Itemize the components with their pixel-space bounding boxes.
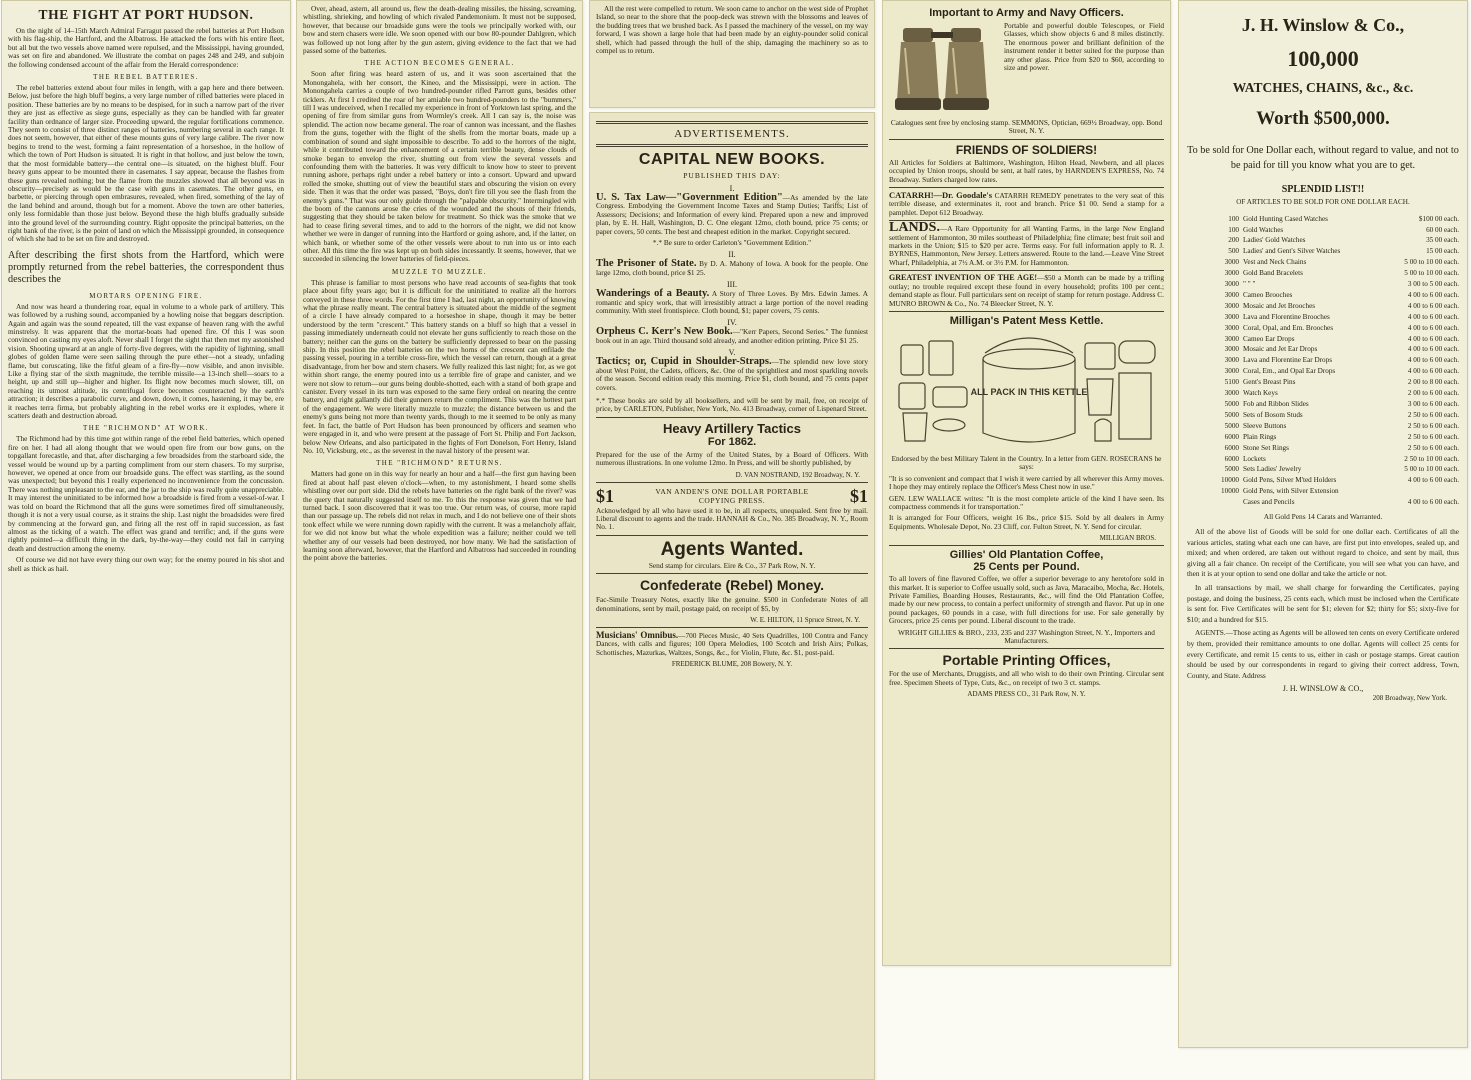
item-price: 4 00 to 6 00 each.	[1407, 476, 1459, 485]
gold-pens-note: All Gold Pens 14 Carats and Warranted.	[1263, 512, 1383, 522]
section-heading: MUZZLE TO MUZZLE.	[392, 267, 487, 276]
item-name: Mosaic and Jet Brooches	[1243, 301, 1316, 310]
item-name: Sleeve Buttons	[1243, 421, 1287, 430]
winslow-firm-name: J. H. Winslow & Co.,	[1241, 15, 1405, 35]
book-description: —As amended by the late Congress. Embodying the Government Income Taxes and Stamp Duties; Tariffs; List of Assessors; Decisions; and Information of every kind. Prepared upon a new and improved plan, by E. H. Hall, Washington, D. C. One elegant 12mo, cloth bound, price 75 cents; or paper covers, 50 cents. The best and cheapest edition in the market. Copyright secured.	[596, 193, 868, 236]
price-list-row	[1187, 290, 1459, 301]
greatest-invention-title: GREATEST INVENTION OF THE AGE!	[889, 273, 1038, 283]
item-price: 60 00 each.	[1426, 225, 1459, 234]
price-list	[1187, 214, 1459, 508]
copying-press-title: VAN ANDEN'S ONE DOLLAR PORTABLE COPYING PRESS.	[655, 487, 809, 506]
item-quantity: 100	[1228, 214, 1239, 223]
item-quantity: 6000	[1224, 432, 1239, 441]
field-glass-text: Portable and powerful double Telescopes, or Field Glasses, which show objects 6 and 8 miles distinctly. The enormous power and brilliant definition of the instrument render it better suited for the purpose than any other glass. Price from $20 to $60, according to size and power.	[1004, 21, 1164, 73]
item-price: 2 00 to 8 00 each.	[1407, 378, 1459, 387]
item-quantity: 500	[1228, 247, 1239, 256]
item-name: Mosaic and Jet Ear Drops	[1243, 345, 1318, 354]
catarrh-text: CATARRH REMEDY penetrates to the very seat of this terrible disease, and exterminates it, root and branch. Price $1 00. Send a stamp for a pamphlet. Depot 612 Broadway.	[889, 191, 1164, 217]
item-name: Gold Hunting Cased Watches	[1243, 214, 1328, 223]
mess-kettle-text: It is arranged for Four Officers, weight 16 lbs., price $15. Sold by all dealers in Army Equipments. Wholesale Depot, No. 23 Cliff, cor. Fulton Street, N. Y. Send for circular.	[889, 513, 1164, 531]
capital-books-subtitle: PUBLISHED THIS DAY:	[683, 171, 781, 180]
winslow-quantity: 100,000	[1287, 46, 1359, 71]
item-quantity: 3000	[1224, 290, 1239, 299]
article-paragraph: Over, ahead, astern, all around us, flew the death-dealing missiles, the hissing, screaming, whistling, shrieking, and howling of which rivaled Pandemonium. It must not be supposed, however, that because our broadside guns were the tools we principally worked with, our bow and stern chasers were idle. We soon opened with our bow 80-pounder Dahlgren, which was followed up not long after by the gun astern, giving evidence to the fact that we had passed some of the batteries.	[303, 4, 576, 56]
item-quantity: 3000	[1224, 269, 1239, 278]
item-quantity: 3000	[1224, 345, 1239, 354]
binoculars-icon	[889, 22, 1004, 119]
item-quantity: 3000	[1224, 280, 1239, 289]
copying-press-text: Acknowledged by all who have used it to be, in all respects, unequaled. Sent free by mail. Liberal discount to agents and the trade. HANNAH & Co., No. 385 Broadway, N. Y., Room No. 1.	[596, 505, 868, 532]
coffee-seller: WRIGHT GILLIES & BRO., 233, 235 and 237 Washington Street, N. Y., Importers and Manufacturers.	[898, 627, 1155, 645]
lands-title: LANDS.	[889, 220, 940, 236]
item-name: Vest and Neck Chains	[1243, 258, 1307, 267]
roman-numeral: II.	[728, 250, 736, 260]
roman-numeral: IV.	[727, 318, 737, 328]
item-name: Coral, Opal, and Em. Brooches	[1243, 323, 1334, 332]
price-list-row	[1187, 486, 1459, 497]
publisher-note: *.* These books are sold by all booksellers, and will be sent by mail, free, on receipt of price, by CARLETON, Publisher, New York, No. 413 Broadway, corner of Lispenard Street.	[596, 395, 868, 414]
agents-wanted-text: Send stamp for circulars. Eire & Co., 37 Park Row, N. Y.	[648, 560, 816, 570]
divider	[889, 311, 1164, 312]
article-intro: On the night of 14–15th March Admiral Farragut passed the rebel batteries at Port Hudson with his flag-ship, the Hartford, and the Albatross. He attacked the forts with his entire fleet, but all but the two vessels above named were repulsed, and the Mississippi, having grounded, was set on fire and abandoned. We illustrate the combat on pages 248 and 249, and subjoin the following condensed account of the affair from the Herald correspondence:	[8, 26, 284, 69]
roman-numeral: V.	[728, 348, 736, 358]
item-quantity: 5000	[1224, 400, 1239, 408]
item-price: 4 00 to 6 00 each.	[1407, 312, 1459, 321]
item-name: Lava and Florentine Ear Drops	[1243, 356, 1333, 365]
divider	[889, 545, 1164, 546]
price-list-row	[1187, 312, 1459, 323]
item-name: Plain Rings	[1243, 432, 1277, 441]
confederate-money-text: Fac-Simile Treasury Notes, exactly like the genuine. $500 in Confederate Notes of all denominations, sent by mail, postage paid, on receipt of $5, by	[596, 595, 868, 613]
coffee-price: 25 Cents per Pound.	[973, 561, 1080, 574]
mess-kettle-seller: MILLIGAN BROS.	[1099, 534, 1156, 543]
price-list-row	[1187, 214, 1459, 225]
section-heading: MORTARS OPENING FIRE.	[89, 291, 203, 300]
item-quantity: 5000	[1224, 465, 1239, 474]
item-price: 2 50 to 6 00 each.	[1407, 421, 1459, 430]
column-3-advertisements	[589, 112, 875, 1080]
price-right: $1	[850, 485, 868, 506]
item-price: 2 50 to 10 00 each.	[1404, 454, 1459, 463]
item-quantity: 10000	[1221, 487, 1239, 496]
section-heading: THE "RICHMOND" AT WORK.	[83, 424, 209, 433]
price-list-row	[1187, 399, 1459, 410]
divider	[596, 144, 868, 147]
item-name: Cameo Brooches	[1243, 290, 1293, 299]
price-left: $1	[596, 485, 614, 506]
section-heading: THE "RICHMOND" RETURNS.	[376, 459, 503, 468]
price-list-row	[1187, 464, 1459, 475]
item-price: 5 00 to 10 00 each.	[1404, 269, 1459, 278]
item-quantity: 3000	[1224, 301, 1239, 310]
book-note: *.* Be sure to order Carleton's "Government Edition."	[652, 238, 812, 248]
divider	[889, 648, 1164, 649]
artillery-tactics-text: Prepared for the use of the Army of the United States, by a Board of Officers. With numerous illustrations. In one volume 12mo. In Press, and will be shortly published, by	[596, 449, 868, 468]
item-price: 2 50 to 6 00 each.	[1407, 432, 1459, 441]
winslow-signature: J. H. WINSLOW & CO.,	[1282, 684, 1364, 694]
mess-kettle-caption: Endorsed by the best Military Talent in the Country. In a letter from GEN. ROSECRANS he says:	[891, 453, 1162, 472]
item-quantity: 3000	[1224, 356, 1239, 365]
item-price: 2 00 to 6 00 each.	[1407, 389, 1459, 398]
item-price: 4 00 to 6 00 each.	[1407, 345, 1459, 354]
artillery-tactics-year: For 1862.	[707, 435, 757, 448]
winslow-body: In all transactions by mail, we shall charge for forwarding the Certificates, paying postage, and doing the business, 25 cents each, which must be inclosed when the Certificate is sent for. Five Certificates will be sent for $1; eleven for $2; thirty for $5; sixty-five for $10; and a hundred for $15.	[1187, 583, 1459, 624]
item-price: 4 00 to 6 00 each.	[1407, 356, 1459, 365]
price-list-row	[1187, 432, 1459, 443]
item-price: 4 00 to 6 00 each.	[1407, 367, 1459, 376]
confederate-money-title: Confederate (Rebel) Money.	[639, 577, 825, 594]
column-5-winslow-advertisement	[1178, 0, 1468, 1048]
price-list-row	[1187, 421, 1459, 432]
field-glass-title: Important to Army and Navy Officers.	[929, 7, 1124, 19]
splendid-list-subtitle: OF ARTICLES TO BE SOLD FOR ONE DOLLAR EACH.	[1236, 197, 1410, 206]
item-price	[1369, 486, 1459, 497]
column-3-article-end	[589, 0, 875, 108]
column-4-advertisements	[882, 0, 1171, 966]
price-list-row	[1187, 377, 1459, 388]
artillery-tactics-title: Heavy Artillery Tactics	[662, 420, 802, 436]
item-quantity: 6000	[1224, 443, 1239, 452]
item-price: 5 00 to 10 00 each.	[1404, 465, 1459, 474]
greatest-invention-text: —$50 a Month can be made by a trifling outlay; no trouble required except these found in every household; profits 100 per cent.; demand staple as flour. Full particulars sent on receipt of stamp for return postage. Address C. MUNRO BROWN & Co., No. 74 Bleecker Street, N. Y.	[889, 273, 1165, 308]
price-list-row	[1187, 410, 1459, 421]
divider	[596, 482, 868, 483]
item-quantity: 200	[1228, 236, 1239, 245]
book-description: By D. A. Mahony of Iowa. A book for the people. One large 12mo, cloth bound, price $1 25.	[596, 259, 868, 277]
item-name: Lockets	[1243, 454, 1266, 463]
item-name: Gold Pens, Silver M'ted Holders	[1243, 476, 1337, 485]
item-price: $100 00 each.	[1418, 214, 1459, 223]
item-name: Gold Band Bracelets	[1243, 269, 1303, 278]
article-title: THE FIGHT AT PORT HUDSON.	[38, 7, 254, 22]
price-list-row	[1187, 344, 1459, 355]
roman-numeral: I.	[729, 184, 735, 193]
item-name: Lava and Florentine Brooches	[1243, 312, 1330, 321]
winslow-goods: WATCHES, CHAINS, &c., &c.	[1232, 80, 1414, 95]
price-list-row	[1187, 355, 1459, 366]
item-quantity: 3000	[1224, 258, 1239, 267]
winslow-address: 208 Broadway, New York.	[1372, 694, 1447, 703]
item-quantity: 3000	[1224, 334, 1239, 343]
item-price: 3 00 to 6 00 each.	[1407, 400, 1459, 408]
coffee-text: To all lovers of fine flavored Coffee, we offer a superior beverage to any heretofore sold in this market. It is superior to Coffee usually sold, such as Java, Maracaibo, Mocha, &c. Hotels, Private Families, Boarding Houses, Restaurants, &c., will find the Old Plantation Coffee, made by our new process, to contain a perfect uniformity of strength and flavor. Put up in one pound packages, 60 pounds in a case, with full directions for use. For sale generally by Grocers, price 25 cents per pound. Liberal discount to the trade.	[889, 574, 1164, 626]
article-paragraph: The Richmond had by this time got within range of the rebel field batteries, which opened fire on her. I had all along thought that we would open fire from our bow guns, on the topgallant forecastle, and that, after discharging a few broadsides from the starboard side, the vessel would be wound up by a parting compliment from our stern chasers. To my surprise, however, we opened at once from our broadside guns. The effect was startling, as the sound was unexpected; but beyond this I really experienced no inconvenience from the concussion. There was nothing unpleasant to the ear, and the jar to the ship was really quite unappreciable. It may interest the uninitiated to be informed how a broadside is fired from a vessel-of-war. I was told on board the Richmond that all the guns were sometimes fired off simultaneously, though it is not a very usual course, as it strains the ship. Last night the broadsides were fired by commencing at the forward gun, and firing all the rest off in rapid succession, as fast almost as the ticking of a watch. The effect was grand and terrific; and, if the guns were rightly pointed—a difficult thing in the dark, by-the-way—they could not fail in carrying death and destruction among the enemy.	[8, 434, 284, 553]
divider	[889, 270, 1164, 271]
price-list-row	[1187, 235, 1459, 246]
price-list-row	[1187, 388, 1459, 399]
article-paragraph: All the rest were compelled to return. We soon came to anchor on the west side of Prophet Island, so near to the shore that the poop-deck was strewn with the blossoms and leaves of the budding trees that we brushed back. As I passed the machinery of the vessel, on my way forward, I was shown a large hole that had been made by an eighty-pounder solid conical shell, which had passed through the hull of the ship, damaging the machinery so as to compel us to return.	[596, 4, 868, 56]
item-quantity: 5000	[1224, 410, 1239, 419]
item-name: Fob and Ribbon Slides	[1243, 400, 1309, 408]
price-list-row	[1187, 279, 1459, 290]
price-list-row	[1187, 454, 1459, 465]
column-1-article	[1, 0, 291, 1080]
price-list-row	[1187, 225, 1459, 236]
winslow-worth: Worth $500,000.	[1256, 108, 1390, 129]
kettle-label: ALL PACK IN THIS KETTLE	[970, 386, 1088, 397]
roman-numeral: III.	[727, 280, 737, 290]
musicians-omnibus-seller: FREDERICK BLUME, 208 Bowery, N. Y.	[671, 660, 793, 669]
mess-kettle-quote: GEN. LEW WALLACE writes: "It is the most complete article of the kind I have seen. Its compactness commends it for transportation."	[889, 493, 1164, 511]
printing-offices-seller: ADAMS PRESS CO., 31 Park Row, N. Y.	[967, 690, 1086, 699]
mess-kettle-illustration	[889, 329, 1165, 453]
item-quantity: 3000	[1224, 389, 1239, 398]
item-name: Gent's Breast Pins	[1243, 378, 1296, 387]
column-2-article	[296, 0, 583, 1080]
price-list-row	[1187, 246, 1459, 257]
winslow-body: All of the above list of Goods will be sold for one dollar each. Certificates of all the various articles, stating what each one can have, are first put into envelopes, sealed up, and mixed; and when ordered, are taken out without regard to choice, and sent by mail, thus giving all a fair chance. On receipt of the Certificate, you will see what you can have, and then it is at your option to send one dollar and take the article or not.	[1187, 527, 1459, 579]
item-name: Stone Set Rings	[1243, 443, 1289, 452]
divider	[889, 187, 1164, 188]
price-list-row	[1187, 475, 1459, 486]
divider	[596, 627, 868, 628]
divider	[596, 121, 868, 124]
item-name: Sets Ladies' Jewelry	[1243, 465, 1302, 474]
item-name: Ladies' Gold Watches	[1243, 236, 1306, 245]
price-list-row	[1187, 443, 1459, 454]
item-quantity: 3000	[1224, 312, 1239, 321]
article-paragraph: This phrase is familiar to most persons who have read accounts of sea-fights that took place about fifty years ago; but it is difficult for the uninitiated to realize all the horrors conveyed in these three words. For the first time I had, last night, an opportunity of knowing what the phrase really meant. The central battery is situated about the middle of the segment of a circle I have already compared to a horseshoe in shape, though it may be better understood by the term "crescent." This battery stands on a bluff so high that a vessel in passing immediately underneath could not elevate her guns sufficiently to reach those on the battery; neither can the guns on the battery be sufficiently depressed to bear on the passing ship. In this position the rebel batteries on the two horns of the crescent can enfilade the passing vessel, pouring in a terrible cross-fire, which the vessel can return, though at a great disadvantage, from her bow and stern chasers. We fully realized this last night; for, as we got within short range, the enemy poured into us a terrible fire of grape and canister, and we were not slow to return—our guns being double-shotted, each with a stand of both grape and canister. Every vessel in its turn was exposed to the same fiery ordeal on nearing the centre battery, and right gallantly did their gunners return the compliment. This was the hottest part of the engagement. We were literally muzzle to muzzle; the distance between us and the enemy's guns being not more than twenty yards, though to me it seemed to be only as many feet. In fact, the battle of Port Hudson has been pronounced by officers and seamen who were engaged in it, and who were present at the passage of Fort St. Philip and Fort Jackson, below New Orleans, and also participated in the fights of Fort Donelson, Fort Henry, Island No. 10, Vicksburg, etc., as the severest in the naval history of the present war.	[303, 277, 576, 455]
item-quantity: 5100	[1224, 378, 1239, 387]
winslow-agents: AGENTS.—Those acting as Agents will be allowed ten cents on every Certificate ordered by them, provided their remittance amounts to one dollar. Agents will collect 25 cents for every Certificate, and remit 15 cents to us, either in cash or postage stamps. Great caution should be used by our correspondents in regard to giving their correct address, Town, County, and State. Address	[1187, 628, 1459, 680]
item-quantity: 10000	[1221, 476, 1239, 485]
item-quantity: 3000	[1224, 323, 1239, 332]
printing-offices-text: For the use of Merchants, Druggists, and all who wish to do their own Printing. Circular sent free. Specimen Sheets of Type, Cuts, &c., on receipt of two 3 ct. stamps.	[889, 669, 1164, 687]
article-paragraph: And now was heard a thundering roar, equal in volume to a whole park of artillery. This was followed by a rushing sound, accompanied by a howling noise that beggars description. Again and again was the sound repeated, till the vast expanse of heaven rang with the awful minstrelsy. It was apparent that the mortar-boats had opened fire. Of this I was soon convinced on casting my eyes aloft. Never shall I forget the sight that then met my astonished vision. Shooting upward at an angle of forty-five degrees, with the rapidity of lightning, small globes of golden flame were seen sailing through the pure ether—not a steady, unfading flame, but coruscating, like the fitful gleam of a fire-fly—now visible, and anon invisible. Like a flying star of the sixth magnitude, the terrible missile—a 13-inch shell—soars to a height, up and still up—higher and higher. Its flight now becomes much slower, till, on reaching its utmost altitude, its centrifugal force becomes counteracted by the earth's attraction; it describes a parabolic curve, and down, down, it comes, hastening, it may be, ere it reaches terra firma, but probably alighting in the rebel works ere it explodes, where it scatters death and destruction abroad.	[8, 301, 284, 421]
item-name: Ladies' and Gent's Silver Watches	[1243, 247, 1341, 256]
book-description: —The splendid new love story about West Point, the Cadets, officers, &c. One of the sprightliest and most sparkling novels of the season. Second edition ready this morning. Price $1, cloth bound, and 75 cents paper covers.	[596, 357, 868, 392]
item-name: Coral, Em., and Opal Ear Drops	[1243, 367, 1336, 376]
section-heading: THE ACTION BECOMES GENERAL.	[364, 59, 515, 68]
book-title: Tactics; or, Cupid in Shoulder-Straps.	[596, 356, 772, 368]
item-price: 3 00 to 5 00 each.	[1407, 280, 1459, 289]
agents-wanted-title: Agents Wanted.	[660, 538, 804, 560]
winslow-lead: To be sold for One Dollar each, without regard to value, and not to be paid for till you know what you are to get.	[1187, 145, 1459, 171]
item-price: 5 00 to 10 00 each.	[1404, 258, 1459, 267]
book-title: Orpheus C. Kerr's New Book.	[596, 326, 733, 338]
coffee-title: Gillies' Old Plantation Coffee,	[949, 549, 1104, 562]
printing-offices-title: Portable Printing Offices,	[942, 652, 1111, 669]
item-price: 4 00 to 6 00 each.	[1407, 334, 1459, 343]
item-quantity: 5000	[1224, 421, 1239, 430]
book-title: U. S. Tax Law—"Government Edition"	[596, 192, 783, 203]
item-price: 4 00 to 6 00 each.	[1407, 290, 1459, 299]
article-paragraph: Soon after firing was heard astern of us, and it was soon ascertained that the Monongahela, with her consort, the Kineo, and the Mississippi, were in action. The Monongahela carries a couple of two hundred-pounder rifled Parrott guns, besides other ticklers. At first I credited the roar of her amiable two hundred-pounders to the "bummers," till I was undeceived, when I recalled my experience in front of Yorktown last spring, and the opening of fire from similar guns from Wormley's creek. All I can say is, the noise was splendid. The action now became general. The roar of cannon was incessant, and the flashes from the guns, together with the flight of the shells from the mortar boats, made up a combination of sound and sight impossible to describe. To add to the horrors of the night, while it contributed toward the enhancement of a certain terrible beauty, dense clouds of smoke began to envelop the river, shutting out from view the several vessels and confounding them with the batteries. It was very difficult to know how to steer to prevent running ashore, perhaps right under a rebel battery or into a consort. Upward and upward rolled the smoke, shutting out of view the beautiful stars and obscuring the vision on every side. Then it was that the order was passed, "Boys, don't fire till you see the flash from the enemy's guns." That was our only guide through the "palpable obscurity." Intermingled with the boom of the cannons arose the cries of the wounded and the shouts of their friends, suggesting that they should be taken below for treatment. So thick was the smoke that we had to cease firing several times, and to add to the horrors of the night, we did not know whether we were in danger of running into the Hartford or going ashore, and, if the latter, on which bank, or whether some of the other vessels were about to run into us or into each other. All this time the fire was kept up on both sides incessantly. It seems, however, that we succeeded in silencing the lower batteries of field-pieces.	[303, 69, 576, 264]
article-lead: After describing the first shots from the Hartford, which were promptly returned from the rebel batteries, the correspondent thus describes the	[8, 249, 284, 285]
mess-kettle-quote: "It is so convenient and compact that I wish it were carried by all wherever this Army moves. I hope they may entirely replace the Officer's Mess Chest now in use."	[889, 473, 1164, 492]
lands-text: —A Rare Opportunity for all Wanting Farms, in the large New England settlement of Hammonton, 30 miles southeast of Philadelphia; fine climate; best fruit soil and markets in the Union; $15 to $20 per acre. Terms easy. For full information apply to R. J. BYRNES, Hammonton, New Jersey. Letters answered. Route to the land.—Leave Vine Street Wharf, Philadelphia, at 7½ A.M. or 3½ P.M. for Hammonton.	[889, 224, 1164, 267]
field-glass-footer: Catalogues sent free by enclosing stamp. SEMMONS, Optician, 669½ Broadway, opp. Bond Street, N. Y.	[890, 118, 1163, 136]
ads-heading: ADVERTISEMENTS.	[674, 128, 790, 140]
price-list-row	[1187, 497, 1459, 508]
price-list-row	[1187, 366, 1459, 377]
item-price: 4 00 to 6 00 each.	[1407, 498, 1459, 507]
item-price: 4 00 to 6 00 each.	[1407, 301, 1459, 310]
item-name: Watch Keys	[1243, 389, 1278, 398]
splendid-list-title: SPLENDID LIST!!	[1281, 183, 1365, 195]
item-quantity: 100	[1228, 225, 1239, 234]
item-quantity: 6000	[1224, 454, 1239, 463]
article-paragraph: Matters had gone on in this way for nearly an hour and a half—the first gun having been fired at about half past eleven o'clock—when, to my astonishment, I heard some shells whistling over our port side. Did the rebels have batteries on the right bank of the river? was the query that naturally suggested itself to me. To this the response was given that we had turned back. I soon discovered that it was too true. Our return was, of course, more rapid than our passage up. The rebels did not relax in much, and I do not believe one of their shots took effect while we were running down rapidly with the current. It was a melancholy affair, for we did not know but what the whole expedition was a failure; neither could we tell whether any of our vessels had been destroyed, nor how many. We had the satisfaction of learning soon afterward, however, that the Hartford and Albatross had succeeded in rounding the point above the batteries.	[303, 469, 576, 563]
item-name: Gold Watches	[1243, 225, 1284, 234]
price-list-row	[1187, 301, 1459, 312]
item-name: " " "	[1243, 280, 1256, 289]
divider	[596, 535, 868, 536]
section-heading: THE REBEL BATTERIES.	[93, 73, 199, 82]
book-description: —"Kerr Papers, Second Series." The funniest book out in an age. Third thousand sold already, and another edition printing. Price $1 25.	[596, 327, 868, 345]
confederate-money-seller: W. E. HILTON, 11 Spruce Street, N. Y.	[750, 615, 860, 624]
price-list-row	[1187, 257, 1459, 268]
article-paragraph: The rebel batteries extend about four miles in length, with a gap here and there between. Below, just before the high bluff begins, a very large number of rifled batteries were placed in position. These batteries are by no means to be despised, for in such a narrow part of the river they are just as effective as siege guns, especially as they can be handled with far greater facility than ordnance of larger size. Proceeding upward, the regular fortifications commence. They seem to consist of three distinct ranges of batteries, numbering several in each range. It does not seem, however, that either of these mounts guns of very large calibre. The river now begins to trend to the west, forming a faint representation of a horseshoe, in the hollow of which the town of Port Hudson is situated. It is right in that hollow, and just below the town, that the most formidable battery—the central one—is situated, on the highest bluff. Four heavy guns appear to be mounted there in casemates. I say appear, because the flashes from these guns revealed nothing; but the flame from the muzzles showed that all beyond was in obscurity—precisely as would be the case with guns in casemates. The other guns, en barbette, or piercing through open embrasures, revealed, when fired, something of the lay of the land behind and around, though but for a moment. Above the town are other batteries, only less formidable than those just below. Beyond these the high bluffs gradually subside into the ground level of the surrounding country. Right opposite the principal batteries, on the right bank of the river, is the point of land on which the Mississippi grounded, in consequence of which she had to be set on fire and destroyed.	[8, 83, 284, 244]
item-name: Gold Pens, with Silver Extension	[1243, 487, 1339, 496]
musicians-omnibus-text: —700 Pieces Music, 40 Sets Quadrilles, 100 Contra and Fancy Dances, with calls and figures; 100 Opera Melodies, 100 Scotch and Irish Airs; Polkas, Schottisches, Mazurkas, Waltzes, Songs, &c., for Violin, Flute, &c. $1, post-paid.	[596, 630, 868, 657]
article-paragraph: Of course we did not have every thing our own way; for the enemy poured in his shot and shell as thick as hail.	[8, 555, 284, 573]
divider	[889, 139, 1164, 140]
item-price: 15 00 each.	[1426, 247, 1459, 256]
mess-kettle-title: Milligan's Patent Mess Kettle.	[949, 314, 1104, 327]
catarrh-title: CATARRH!—Dr. Goodale's	[889, 190, 993, 201]
item-price: 2 50 to 6 00 each.	[1407, 410, 1459, 419]
price-list-row	[1187, 334, 1459, 345]
item-quantity: 3000	[1224, 367, 1239, 376]
divider	[596, 573, 868, 574]
item-name: Cases and Pencils	[1243, 498, 1295, 507]
capital-books-title: CAPITAL NEW BOOKS.	[638, 151, 826, 168]
musicians-omnibus-title: Musicians' Omnibus.	[596, 629, 679, 640]
price-list-row	[1187, 323, 1459, 334]
item-price: 35 00 each.	[1426, 236, 1459, 245]
price-list-row	[1187, 268, 1459, 279]
item-name: Cameo Ear Drops	[1243, 334, 1295, 343]
item-price: 4 00 to 6 00 each.	[1407, 323, 1459, 332]
friends-of-soldiers-title: FRIENDS OF SOLDIERS!	[955, 142, 1098, 157]
artillery-tactics-publisher: D. VAN NOSTRAND, 192 Broadway, N. Y.	[735, 470, 860, 479]
book-description: A Story of Three Loves. By Mrs. Edwin James. A romantic and spicy work, that will irresistibly attract a large portion of the novel reading community. With steel frontispiece. Cloth bound, $1; paper covers, 75 cents.	[596, 289, 869, 316]
friends-of-soldiers-text: All Articles for Soldiers at Baltimore, Washington, Hilton Head, Newbern, and all places occupied by Union troops, should be sent, at half rates, by HARNDEN'S EXPRESS, No. 74 Broadway. Sutlers charged low rates.	[889, 157, 1164, 184]
book-title: Wanderings of a Beauty.	[596, 288, 710, 300]
divider	[596, 417, 868, 418]
item-price: 2 50 to 6 00 each.	[1407, 443, 1459, 452]
item-quantity	[1187, 497, 1243, 508]
item-name: Sets of Bosom Studs	[1243, 410, 1303, 419]
book-title: The Prisoner of State.	[596, 258, 697, 270]
